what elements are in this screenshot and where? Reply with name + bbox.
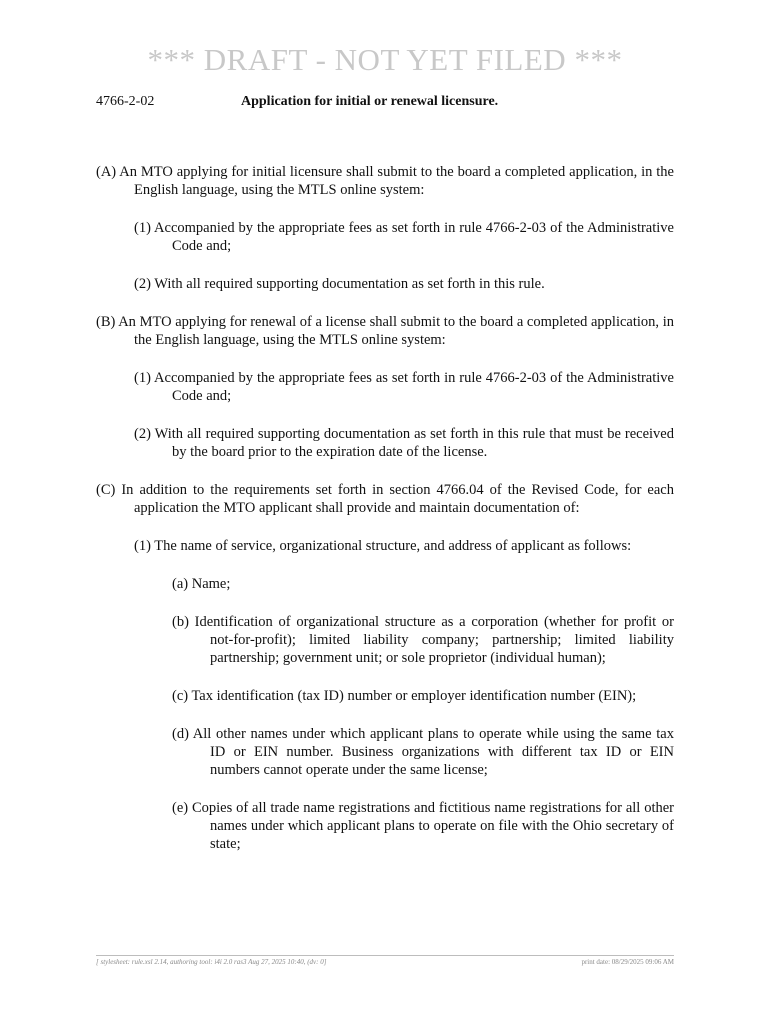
footer-print-date: print date: 08/29/2025 09:06 AM [581,958,674,966]
paragraph-b: (B) An MTO applying for renewal of a license shall submit to the board a completed application, in the English language, using the MTLS online system: [96,314,674,348]
rule-header [96,93,676,110]
paragraph-a-1: (1) Accompanied by the appropriate fees as set forth in rule 4766-2-03 of the Administrative Code and; [134,220,674,254]
paragraph-b-1: (1) Accompanied by the appropriate fees as set forth in rule 4766-2-03 of the Administrative Code and; [134,370,674,404]
footer-stylesheet-info: [ stylesheet: rule.xsl 2.14, authoring tool: i4i 2.0 ras3 Aug 27, 2025 10:40, (dv: 0] [96,958,327,966]
paragraph-c-1-c: (c) Tax identification (tax ID) number or employer identification number (EIN); [172,688,637,704]
rule-number: 4766-2-02 [96,94,155,109]
paragraph-c-1-d: (d) All other names under which applicant plans to operate while using the same tax ID or EIN number. Business organizations with different tax ID or EIN numbers cannot operate under the same license; [172,726,674,778]
paragraph-b-2: (2) With all required supporting documentation as set forth in this rule that must be received by the board prior to the expiration date of the license. [134,426,674,460]
paragraph-a-2: (2) With all required supporting documentation as set forth in this rule. [134,276,545,292]
rule-title: Application for initial or renewal licensure. [241,94,499,109]
paragraph-c-1-a: (a) Name; [172,576,231,592]
footer-divider [96,955,674,956]
paragraph-c-1-e: (e) Copies of all trade name registrations and fictitious name registrations for all other names under which applicant plans to operate on file with the Ohio secretary of state; [172,800,674,852]
paragraph-c-1-b: (b) Identification of organizational structure as a corporation (whether for profit or not-for-profit); limited liability company; partnership; limited liability partnership; government unit; or sole proprietor (individual human); [172,614,674,666]
rule-body [96,163,674,873]
paragraph-c: (C) In addition to the requirements set forth in section 4766.04 of the Revised Code, for each application the MTO applicant shall provide and maintain documentation of: [96,482,674,516]
paragraph-a: (A) An MTO applying for initial licensure shall submit to the board a completed application, in the English language, using the MTLS online system: [96,164,674,198]
draft-watermark: *** DRAFT - NOT YET FILED *** [147,42,623,77]
paragraph-c-1: (1) The name of service, organizational structure, and address of applicant as follows: [134,538,632,554]
